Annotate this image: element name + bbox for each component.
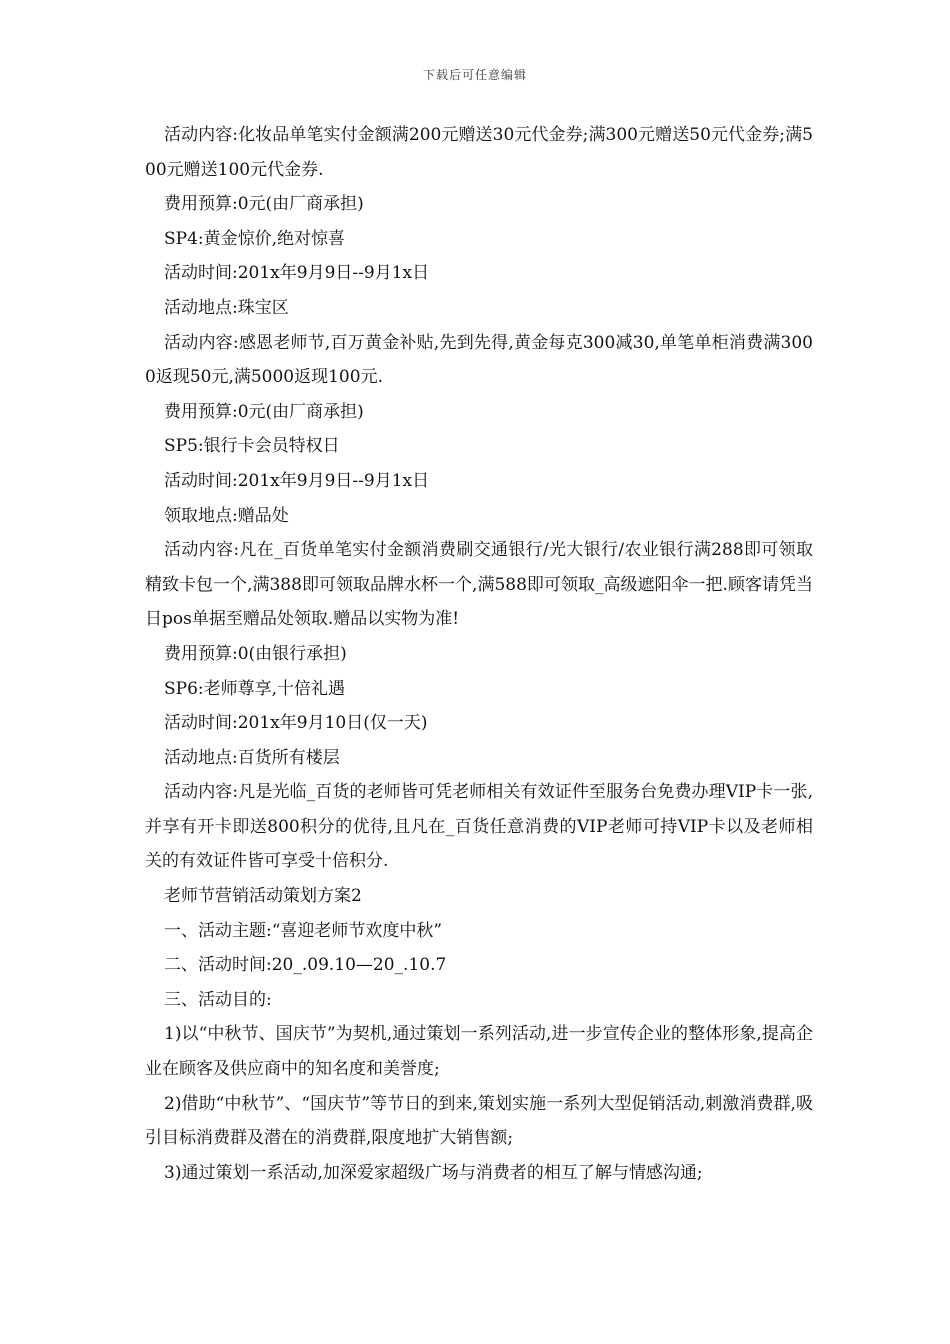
paragraph-activity-location: 活动地点:百货所有楼层 xyxy=(164,747,340,768)
paragraph-budget: 费用预算:0元(由厂商承担) xyxy=(164,194,364,215)
paragraph-purpose-3: 3)通过策划一系活动,加深爱家超级广场与消费者的相互了解与情感沟通; xyxy=(164,1162,703,1183)
paragraph-theme: 一、活动主题:“喜迎老师节欢度中秋” xyxy=(164,920,443,941)
paragraph-sp4-title: SP4:黄金惊价,绝对惊喜 xyxy=(164,228,346,249)
document-body xyxy=(145,118,813,1190)
paragraph-activity-location: 活动地点:珠宝区 xyxy=(164,297,289,318)
section-title-plan-2: 老师节营销活动策划方案2 xyxy=(164,886,362,907)
paragraph-sp6-title: SP6:老师尊享,十倍礼遇 xyxy=(164,678,346,699)
paragraph-budget: 费用预算:0元(由厂商承担) xyxy=(164,401,364,422)
paragraph-budget: 费用预算:0(由银行承担) xyxy=(164,643,347,664)
paragraph-purpose-1: 1)以“中秋节、国庆节”为契机,通过策划一系列活动,进一步宣传企业的整体形象,提高企业在顾客及供应商中的知名度和美誉度; xyxy=(145,1024,813,1080)
paragraph-activity-content-vip: 活动内容:凡是光临_百货的老师皆可凭老师相关有效证件至服务台免费办理VIP卡一张,并享有开卡即送800积分的优待,且凡在_百货任意消费的VIP老师可持VIP卡以及老师相关的有效证件皆可享受十倍积分. xyxy=(145,782,813,872)
paragraph-activity-content-cosmetics: 活动内容:化妆品单笔实付金额满200元赠送30元代金券;满300元赠送50元代金券;满500元赠送100元代金券. xyxy=(145,125,813,180)
paragraph-activity-content-bank: 活动内容:凡在_百货单笔实付金额消费刷交通银行/光大银行/农业银行满288即可领取精致卡包一个,满388即可领取品牌水杯一个,满588即可领取_高级遮阳伞一把.顾客请凭当日pos单据至赠品处领取.赠品以实物为准! xyxy=(145,540,813,630)
paragraph-activity-time: 活动时间:201x年9月9日--9月1x日 xyxy=(164,470,430,491)
paragraph-activity-time: 活动时间:201x年9月9日--9月1x日 xyxy=(164,263,430,284)
paragraph-purpose-heading: 三、活动目的: xyxy=(164,989,272,1010)
paragraph-activity-content-gold: 活动内容:感恩老师节,百万黄金补贴,先到先得,黄金每克300减30,单笔单柜消费满3000返现50元,满5000返现100元. xyxy=(145,332,813,388)
paragraph-sp5-title: SP5:银行卡会员特权日 xyxy=(164,436,340,457)
paragraph-pickup-location: 领取地点:赠品处 xyxy=(164,505,289,526)
paragraph-activity-time: 活动时间:201x年9月10日(仅一天) xyxy=(164,713,428,734)
page-header: 下载后可任意编辑 xyxy=(422,68,527,82)
paragraph-time: 二、活动时间:20_.09.10—20_.10.7 xyxy=(164,955,447,976)
paragraph-purpose-2: 2)借助“中秋节”、“国庆节”等节日的到来,策划实施一系列大型促销活动,刺激消费群,吸引目标消费群及潜在的消费群,限度地扩大销售额; xyxy=(145,1093,813,1149)
